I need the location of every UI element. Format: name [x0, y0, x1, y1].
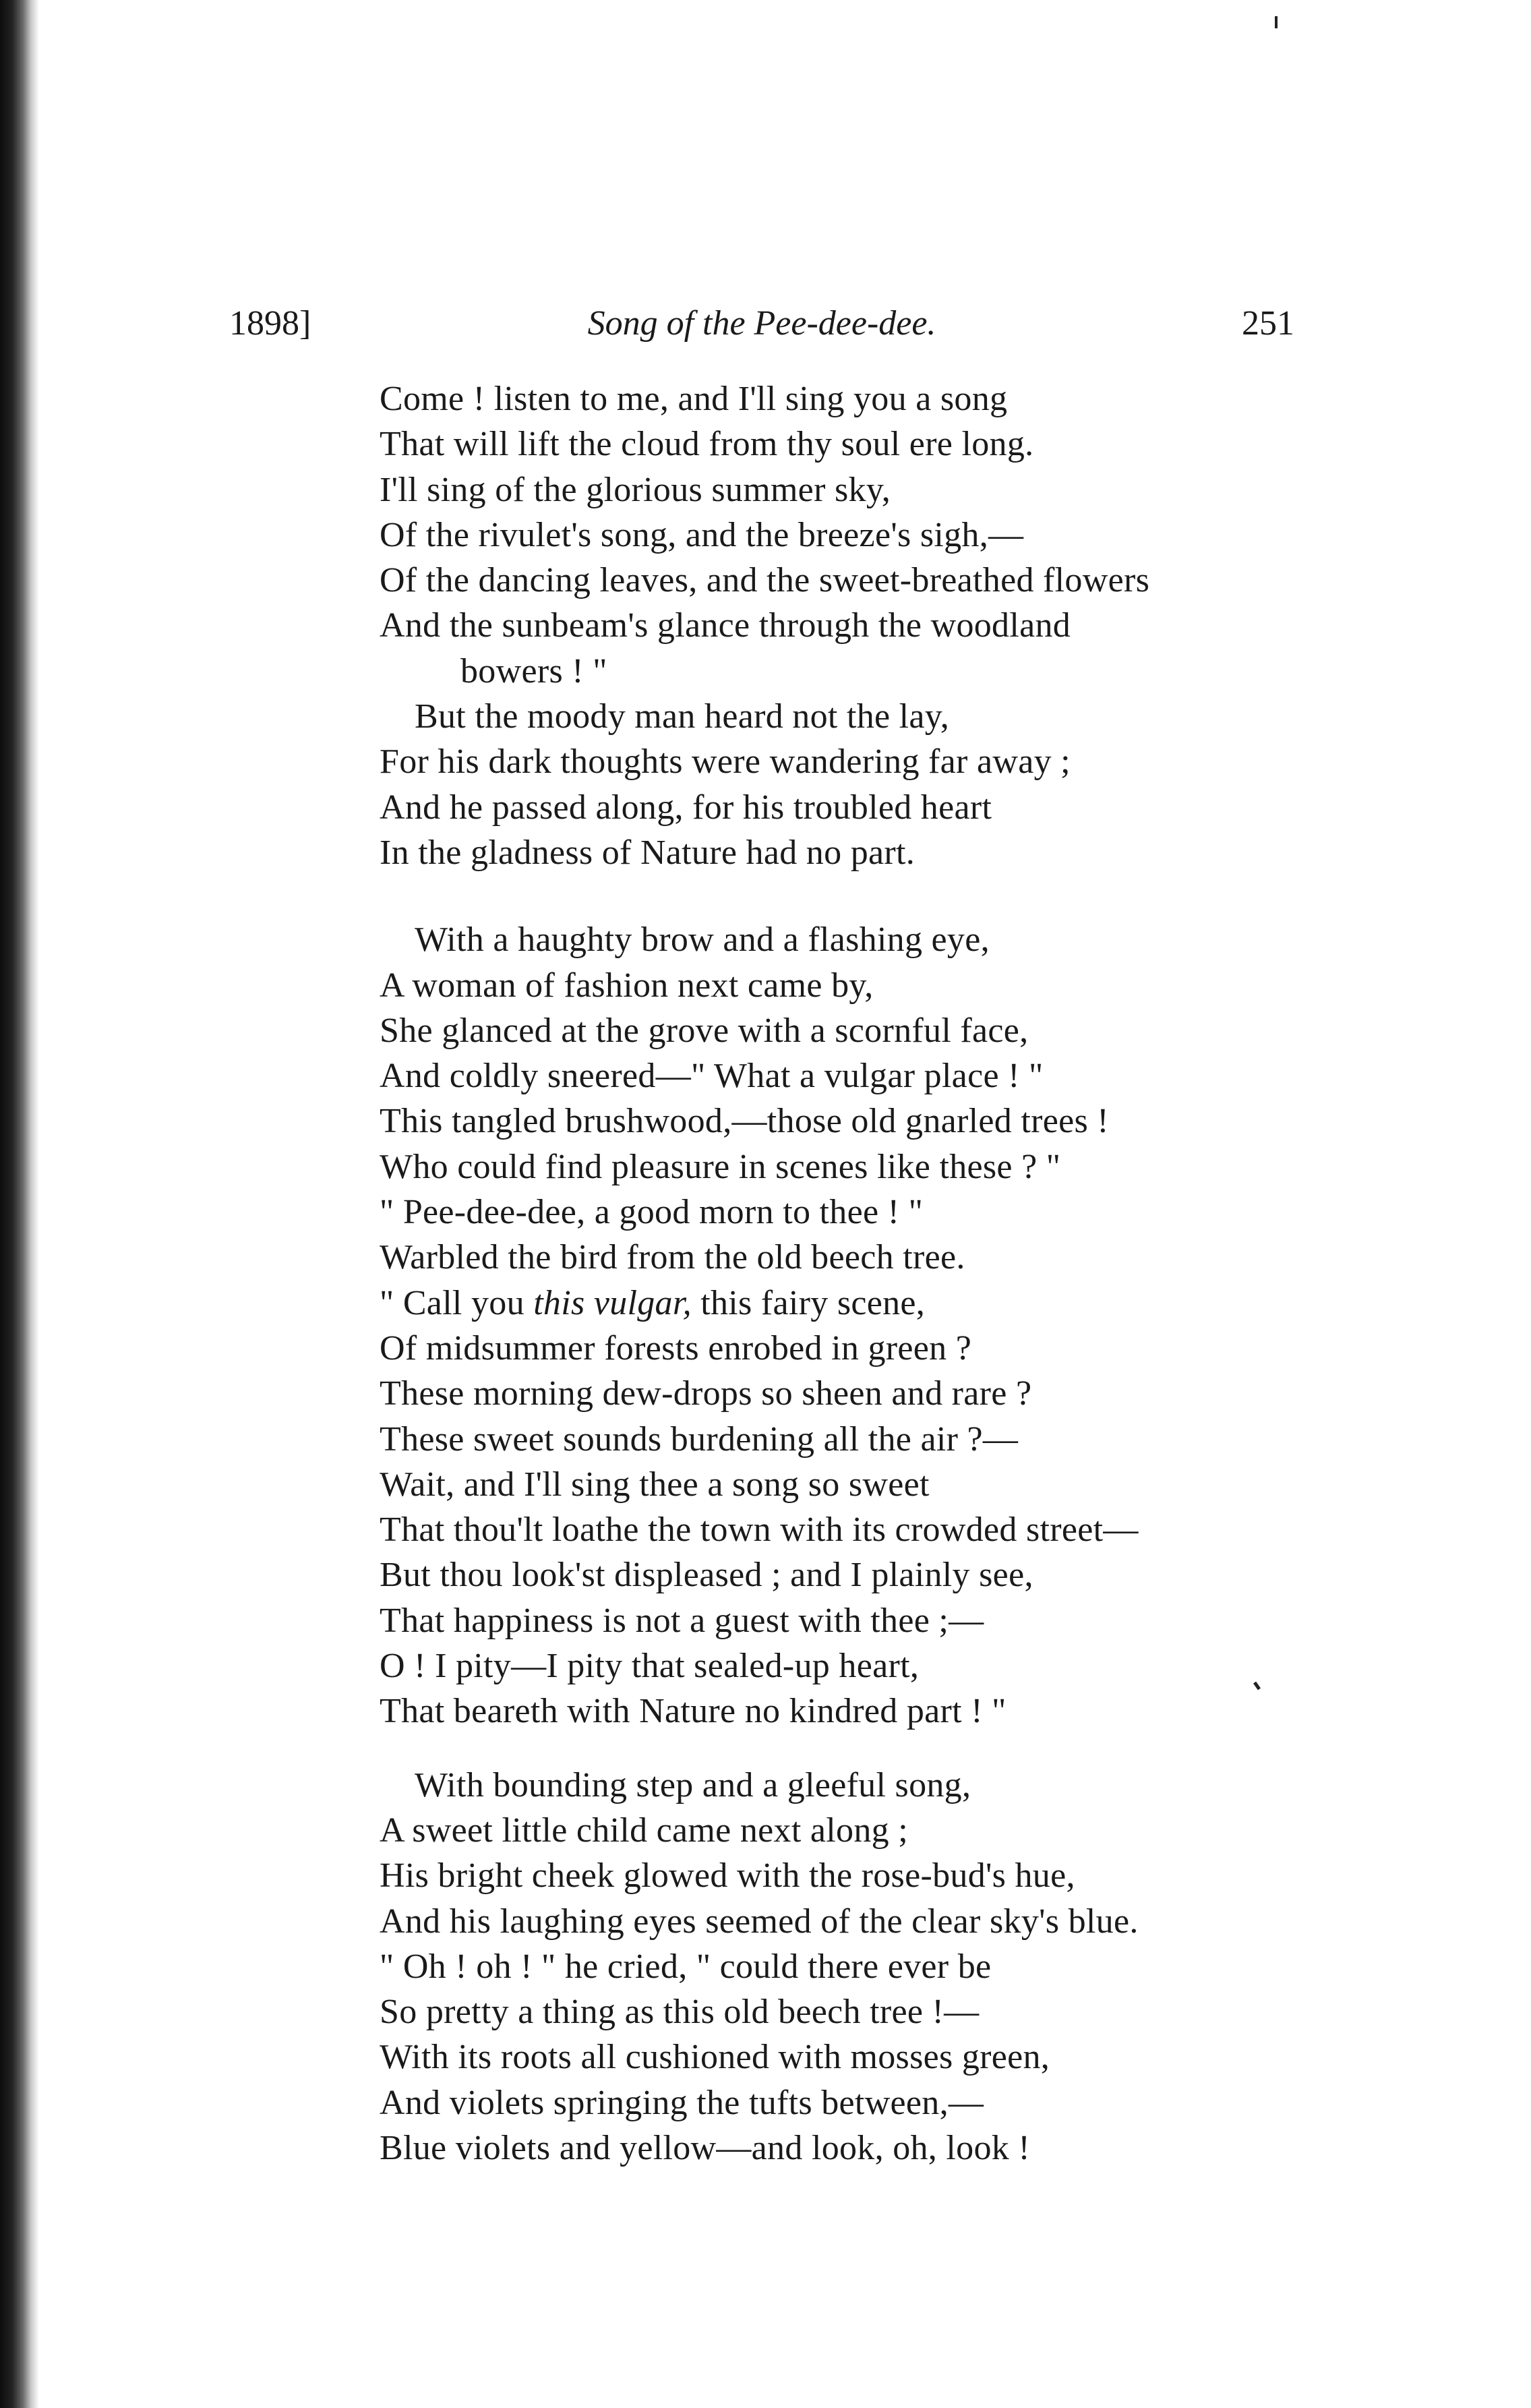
- italic-emphasis: this vulgar,: [533, 1283, 692, 1322]
- poem-line: With its roots all cushioned with mosses green,: [380, 2038, 1050, 2077]
- line-segment: " Call you: [380, 1283, 534, 1322]
- poem-line: But the moody man heard not the lay,: [415, 697, 950, 736]
- poem-line: Who could find pleasure in scenes like these ? ": [380, 1147, 1061, 1186]
- poem-line: And coldly sneered—" What a vulgar place ! ": [380, 1057, 1044, 1096]
- poem-line: And the sunbeam's glance through the woodland: [380, 606, 1071, 645]
- page-number: 251: [1242, 304, 1294, 343]
- poem-line: Warbled the bird from the old beech tree.: [380, 1238, 965, 1277]
- poem-line: A sweet little child came next along ;: [380, 1811, 908, 1850]
- poem-line: [380, 1281, 1344, 1326]
- poem-line: For his dark thoughts were wandering far away ;: [380, 742, 1071, 782]
- print-speck: [1275, 16, 1278, 28]
- line-segment: this fairy scene,: [691, 1283, 926, 1322]
- poem-line: I'll sing of the glorious summer sky,: [380, 470, 891, 509]
- poem-line: Of the rivulet's song, and the breeze's sigh,—: [380, 515, 1024, 554]
- poem-body: [380, 376, 1344, 2171]
- poem-line: With bounding step and a gleeful song,: [415, 1765, 971, 1804]
- stanza-break: [380, 1734, 1344, 1763]
- poem-line: These morning dew-drops so sheen and rare ?: [380, 1374, 1032, 1413]
- poem-line: That beareth with Nature no kindred part ! ": [380, 1692, 1007, 1731]
- poem-line: These sweet sounds burdening all the air ?—: [380, 1419, 1019, 1459]
- running-header: [229, 290, 1294, 351]
- poem-line: Come ! listen to me, and I'll sing you a song: [380, 380, 1008, 418]
- poem-line: That happiness is not a guest with thee ;—: [380, 1601, 984, 1640]
- header-year: 1898]: [229, 304, 311, 343]
- poem-line: O ! I pity—I pity that sealed-up heart,: [380, 1647, 920, 1686]
- poem-line: Of the dancing leaves, and the sweet-breathed flowers: [380, 561, 1150, 600]
- poem-line: And violets springing the tufts between,—: [380, 2083, 984, 2122]
- header-title: Song of the Pee-dee-dee.: [587, 304, 936, 343]
- poem-line: This tangled brushwood,—those old gnarled trees !: [380, 1102, 1109, 1141]
- poem-line: She glanced at the grove with a scornful face,: [380, 1011, 1029, 1050]
- page-binding-edge: [0, 0, 39, 2408]
- poem-line: Blue violets and yellow—and look, oh, look !: [380, 2128, 1030, 2167]
- poem-line: bowers ! ": [460, 651, 607, 691]
- poem-line: A woman of fashion next came by,: [380, 966, 874, 1005]
- poem-line: Of midsummer forests enrobed in green ?: [380, 1328, 972, 1368]
- poem-line: His bright cheek glowed with the rose-bud's hue,: [380, 1856, 1075, 1896]
- poem-line: That will lift the cloud from thy soul ere long.: [380, 425, 1034, 464]
- poem-line: So pretty a thing as this old beech tree !—: [380, 1993, 980, 2032]
- poem-line: And he passed along, for his troubled heart: [380, 788, 992, 827]
- poem-line: With a haughty brow and a flashing eye,: [415, 920, 990, 960]
- poem-line: That thou'lt loathe the town with its crowded street—: [380, 1510, 1139, 1550]
- poem-line: " Oh ! oh ! " he cried, " could there ever be: [380, 1947, 992, 1986]
- poem-line: Wait, and I'll sing thee a song so sweet: [380, 1465, 930, 1504]
- poem-line: In the gladness of Nature had no part.: [380, 833, 915, 872]
- poem-line: " Pee-dee-dee, a good morn to thee ! ": [380, 1193, 924, 1232]
- poem-line: And his laughing eyes seemed of the clear sky's blue.: [380, 1902, 1139, 1941]
- stanza-break: [380, 875, 1344, 917]
- poem-line: But thou look'st displeased ; and I plainly see,: [380, 1556, 1033, 1595]
